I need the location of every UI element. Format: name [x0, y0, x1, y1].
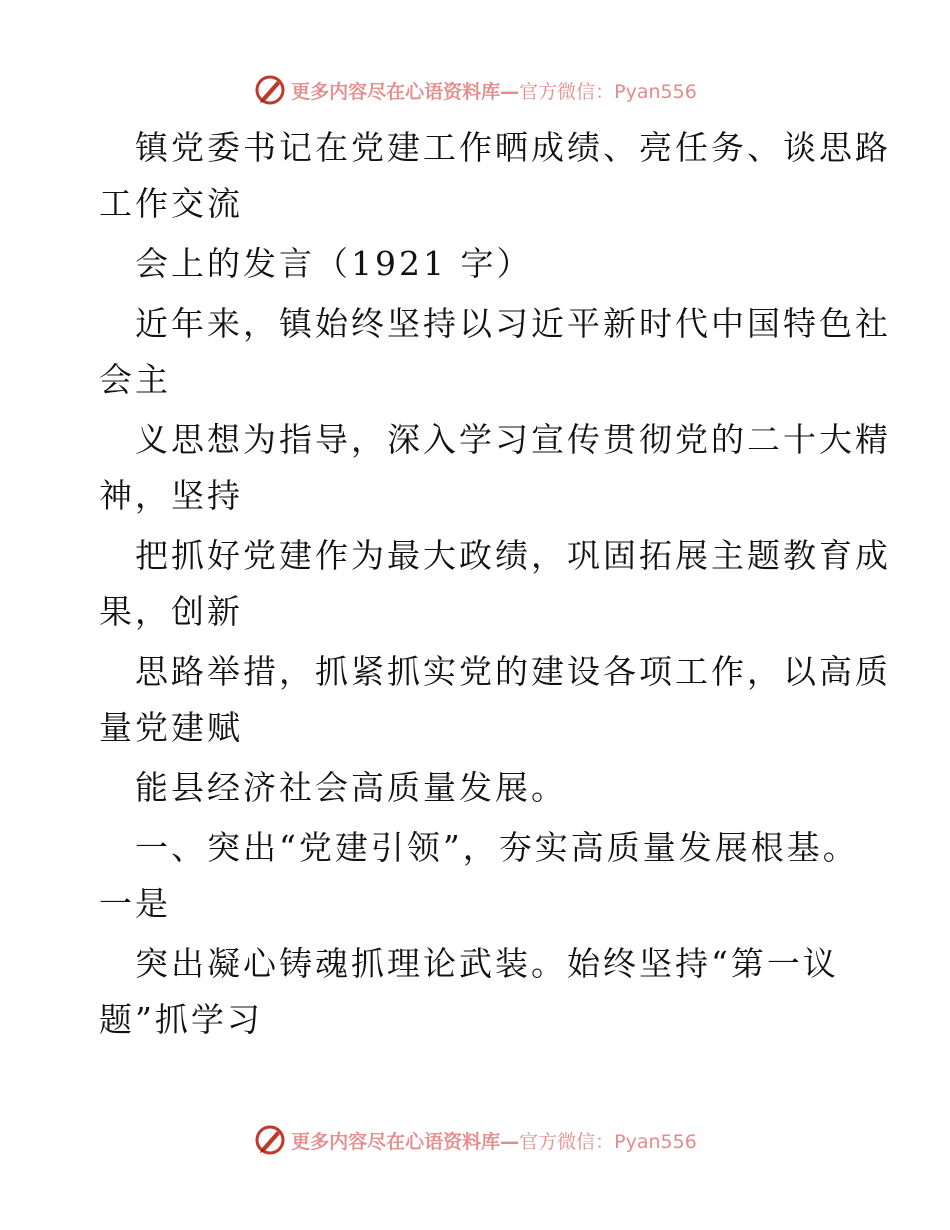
header-banner-main-text: 更多内容尽在心语资料库—: [291, 80, 520, 103]
document-line: 果，创新: [99, 592, 243, 631]
document-line: 会上的发言（1921 字）: [135, 244, 533, 283]
document-line: 近年来，镇始终坚持以习近平新时代中国特色社: [135, 304, 891, 343]
document-line: 能县经济社会高质量发展。: [135, 768, 567, 807]
header-banner: [0, 70, 950, 110]
document-line: 一、突出“党建引领”，夯实高质量发展根基。: [135, 828, 859, 867]
footer-banner-main-text: 更多内容尽在心语资料库—: [291, 1130, 520, 1153]
header-banner-wechat-text: 官方微信：Pyan556: [519, 80, 697, 103]
pen-logo-icon: [253, 1123, 287, 1157]
document-line: 一是: [99, 884, 171, 923]
document-line: 神，坚持: [99, 476, 243, 515]
pen-logo-icon: [253, 73, 287, 107]
document-line: 突出凝心铸魂抓理论武装。始终坚持“第一议: [135, 944, 839, 983]
document-line: 工作交流: [99, 184, 243, 223]
document-line: 把抓好党建作为最大政绩，巩固拓展主题教育成: [135, 536, 891, 575]
document-line: 题”抓学习: [99, 1000, 263, 1039]
footer-banner-wechat-text: 官方微信：Pyan556: [519, 1130, 697, 1153]
document-line: 义思想为指导，深入学习宣传贯彻党的二十大精: [135, 420, 891, 459]
document-line: 量党建赋: [99, 708, 243, 747]
footer-banner: [0, 1120, 950, 1160]
document-line: 镇党委书记在党建工作晒成绩、亮任务、谈思路: [135, 128, 891, 167]
document-line: 思路举措，抓紧抓实党的建设各项工作，以高质: [135, 652, 891, 691]
document-line: 会主: [99, 360, 171, 399]
